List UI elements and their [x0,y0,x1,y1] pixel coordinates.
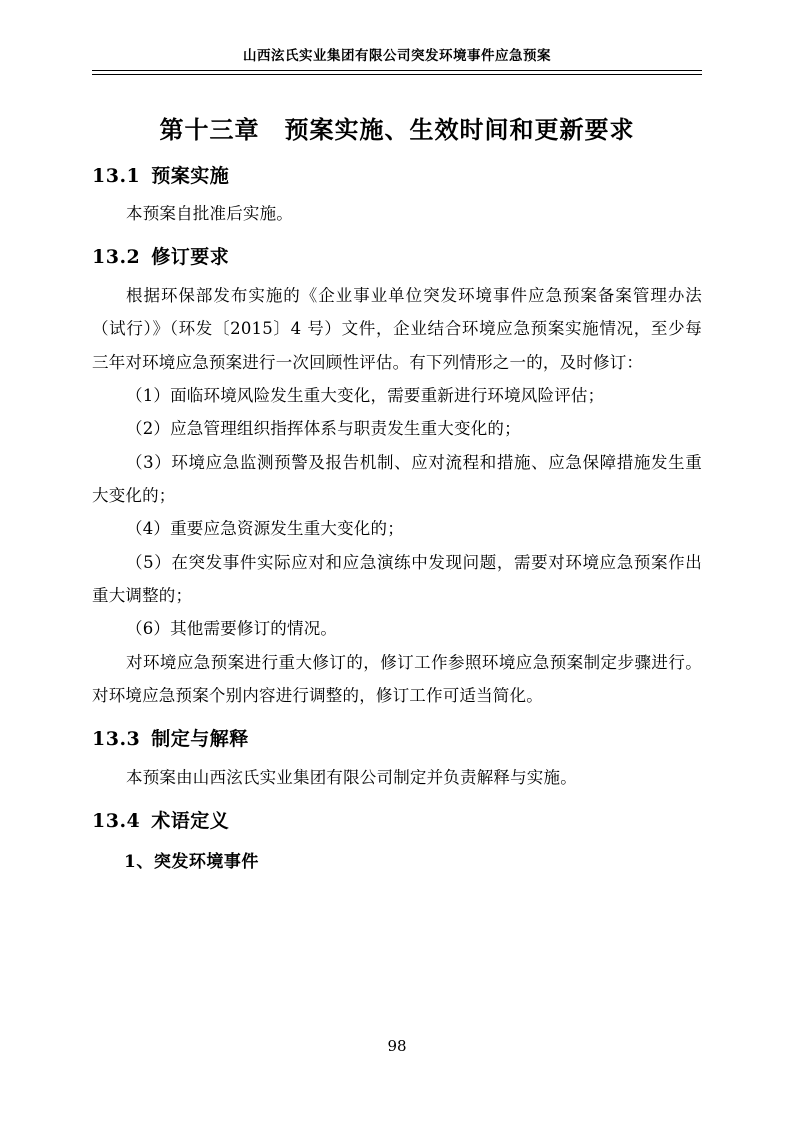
header-divider [92,70,702,75]
paragraph: （6）其他需要修订的情况。 [126,619,338,639]
paragraph: 本预案自批准后实施。 [126,204,293,224]
section-heading-13-4 [92,808,702,836]
running-header-title: 山西泫氏实业集团有限公司突发环境事件应急预案 [243,48,551,64]
section-heading-13-3 [92,726,702,754]
paragraph: （3）环境应急监测预警及报告机制、应对流程和措施、应急保障措施发生重大变化的； [92,452,702,505]
section-title-text: 术语定义 [151,810,230,833]
paragraph: 本预案由山西泫氏实业集团有限公司制定并负责解释与实施。 [126,767,577,787]
running-header [92,48,702,75]
paragraph: （4）重要应急资源发生重大变化的； [126,519,404,539]
subsection-heading: 1、突发环境事件 [124,851,259,872]
document-body [92,95,702,881]
section-number: 13.4 [92,810,141,833]
page-number: 98 [387,1037,407,1055]
section-number: 13.3 [92,728,141,751]
paragraph: 根据环保部发布实施的《企业事业单位突发环境事件应急预案备案管理办法（试行）》（环发〔2015〕4 号）文件，企业结合环境应急预案实施情况，至少每三年对环境应急预案进行一次回顾性评估。有下列情形之一的，及时修订： [92,286,702,372]
paragraph: （5）在突发事件实际应对和应急演练中发现问题，需要对环境应急预案作出重大调整的； [92,552,702,605]
section-title-text: 预案实施 [151,164,230,187]
paragraph: （2）应急管理组织指挥体系与职责发生重大变化的； [126,419,521,439]
chapter-title: 第十三章 预案实施、生效时间和更新要求 [159,115,635,144]
paragraph: （1）面临环境风险发生重大变化，需要重新进行环境风险评估； [126,386,605,405]
section-title-text: 修订要求 [151,246,230,269]
section-heading-13-1 [92,163,702,191]
section-number: 13.1 [92,164,141,187]
paragraph: 对环境应急预案进行重大修订的，修订工作参照环境应急预案制定步骤进行。对环境应急预案个别内容进行调整的，修订工作可适当简化。 [92,652,702,705]
section-heading-13-2 [92,244,702,272]
section-title-text: 制定与解释 [151,728,249,751]
section-number: 13.2 [92,246,141,269]
